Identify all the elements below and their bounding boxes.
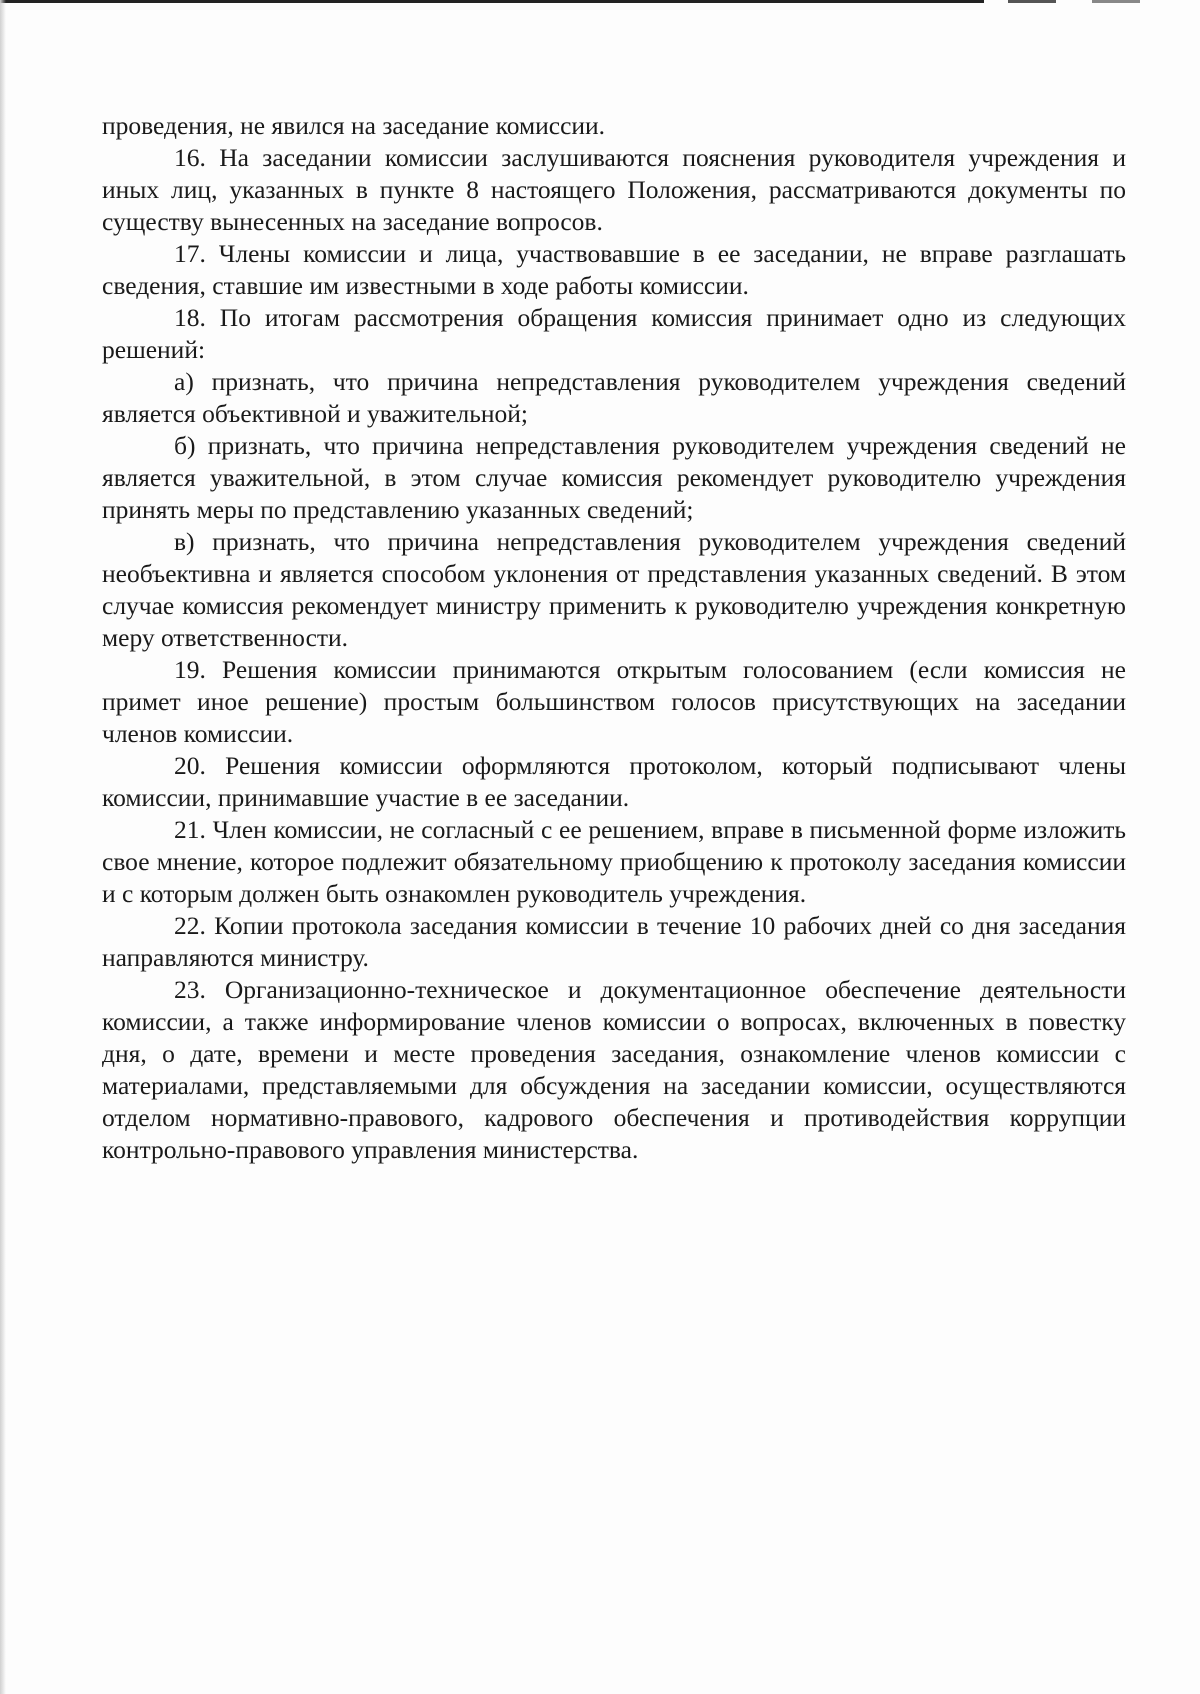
paragraph-18-a: а) признать, что причина непредставления руководителем учреждения сведений является объективной и уважительной; bbox=[102, 367, 1126, 428]
paragraph-18-b: б) признать, что причина непредставления руководителем учреждения сведений не является уважительной, в этом случае комиссия рекомендует руководителю учреждения принять меры по представлению указанных сведений; bbox=[102, 431, 1126, 524]
scan-top-edge bbox=[0, 0, 1200, 3]
paragraph-23: 23. Организационно-техническое и документационное обеспечение деятельности комиссии, а также информирование членов комиссии о вопросах, включенных в повестку дня, о дате, времени и месте проведения заседания, ознакомление членов комиссии с материалами, представляемыми для обсуждения на заседании комиссии, осуществляются отделом нормативно-правового, кадрового обеспечения и противодействия коррупции контрольно-правового управления министерства. bbox=[102, 975, 1126, 1164]
paragraph-21: 21. Член комиссии, не согласный с ее решением, вправе в письменной форме изложить свое мнение, которое подлежит обязательному приобщению к протоколу заседания комиссии и с которым должен быть ознакомлен руководитель учреждения. bbox=[102, 815, 1126, 908]
paragraph-continuation: проведения, не явился на заседание комиссии. bbox=[102, 111, 606, 140]
paragraph-17: 17. Члены комиссии и лица, участвовавшие в ее заседании, не вправе разглашать сведения, ставшие им известными в ходе работы комиссии. bbox=[102, 239, 1126, 300]
paragraph-22: 22. Копии протокола заседания комиссии в течение 10 рабочих дней со дня заседания направляются министру. bbox=[102, 911, 1126, 972]
paragraph-18-v: в) признать, что причина непредставления руководителем учреждения сведений необъективна и является способом уклонения от представления указанных сведений. В этом случае комиссия рекомендует министру применить к руководителю учреждения конкретную меру ответственности. bbox=[102, 527, 1126, 652]
paragraph-16: 16. На заседании комиссии заслушиваются пояснения руководителя учреждения и иных лиц, указанных в пункте 8 настоящего Положения, рассматриваются документы по существу вынесенных на заседание вопросов. bbox=[102, 143, 1126, 236]
scan-left-edge bbox=[0, 0, 6, 1694]
paragraph-20: 20. Решения комиссии оформляются протоколом, который подписывают члены комиссии, принимавшие участие в ее заседании. bbox=[102, 751, 1126, 812]
paragraph-19: 19. Решения комиссии принимаются открытым голосованием (если комиссия не примет иное решение) простым большинством голосов присутствующих на заседании членов комиссии. bbox=[102, 655, 1126, 748]
document-body bbox=[102, 110, 1126, 1166]
paragraph-18: 18. По итогам рассмотрения обращения комиссия принимает одно из следующих решений: bbox=[102, 303, 1126, 364]
